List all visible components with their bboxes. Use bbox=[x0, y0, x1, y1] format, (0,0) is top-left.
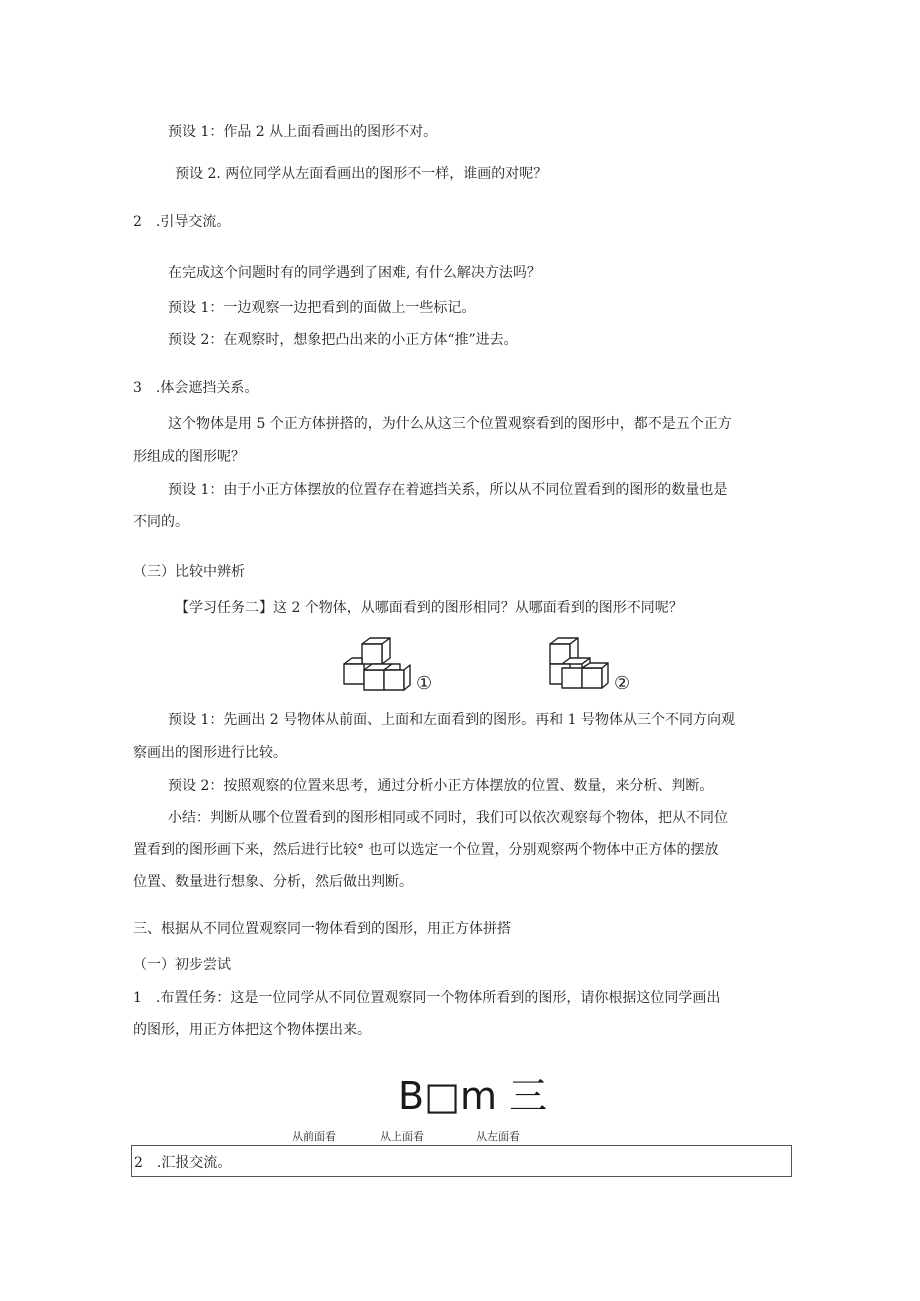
text-line-11: 不同的。 bbox=[133, 514, 189, 530]
part-3-heading: 三、根据从不同位置观察同一物体看到的图形，用正方体拼搭 bbox=[133, 921, 511, 937]
summary-line-2: 置看到的图形画下来，然后进行比较° 也可以选定一个位置，分别观察两个物体中正方体的摆放 bbox=[133, 842, 719, 858]
figure-label-1: ① bbox=[416, 673, 433, 694]
text-line-2: 预设 2. 两位同学从左面看画出的图形不一样，谁画的对呢？ bbox=[175, 166, 548, 182]
view-drawings-garbled: B□m 三 bbox=[398, 1074, 548, 1118]
text-line-8: 这个物体是用 5 个正方体拼搭的，为什么从这三个位置观察看到的图形中，都不是五个正方 bbox=[168, 416, 732, 432]
text-line-1: 预设 1：作品 2 从上面看画出的图形不对。 bbox=[168, 124, 438, 140]
text-line-9: 形组成的图形呢？ bbox=[133, 449, 245, 465]
report-box-text: 2 .汇报交流。 bbox=[134, 1155, 232, 1171]
task-2-line: 【学习任务二】这 2 个物体，从哪面看到的图形相同？从哪面看到的图形不同呢？ bbox=[175, 600, 683, 616]
task-line-1: 1 .布置任务：这是一位同学从不同位置观察同一个物体所看到的图形，请你根据这位同学画出 bbox=[133, 990, 721, 1006]
summary-line-1: 小结：判断从哪个位置看到的图形相同或不同时，我们可以依次观察每个物体，把从不同位 bbox=[168, 810, 728, 826]
subsection-heading-1: （一）初步尝试 bbox=[133, 957, 231, 973]
text-line-15: 察画出的图形进行比较。 bbox=[133, 745, 287, 761]
report-box bbox=[131, 1145, 792, 1177]
caption-top-view: 从上面看 bbox=[380, 1130, 424, 1143]
subsection-heading-3: （三）比较中辨析 bbox=[133, 564, 245, 580]
text-line-14: 预设 1：先画出 2 号物体从前面、上面和左面看到的图形。再和 1 号物体从三个不同方向观 bbox=[168, 712, 735, 728]
text-line-6: 预设 2：在观察时，想象把凸出来的小正方体“推”进去。 bbox=[168, 332, 518, 348]
text-line-16: 预设 2：按照观察的位置来思考，通过分析小正方体摆放的位置、数量，来分析、判断。 bbox=[168, 778, 714, 794]
text-line-5: 预设 1：一边观察一边把看到的面做上一些标记。 bbox=[168, 300, 476, 316]
caption-front-view: 从前面看 bbox=[292, 1130, 336, 1143]
figure-label-2: ② bbox=[614, 673, 631, 694]
section-3-heading: 3 .体会遮挡关系。 bbox=[133, 380, 259, 396]
text-line-10: 预设 1：由于小正方体摆放的位置存在着遮挡关系，所以从不同位置看到的图形的数量也是 bbox=[168, 482, 728, 498]
text-line-4: 在完成这个问题时有的同学遇到了困难, 有什么解决方法吗？ bbox=[168, 265, 541, 281]
task-line-2: 的图形，用正方体把这个物体摆出来。 bbox=[133, 1022, 371, 1038]
summary-line-3: 位置、数量进行想象、分析，然后做出判断。 bbox=[133, 874, 413, 890]
section-2-heading: 2 .引导交流。 bbox=[133, 214, 231, 230]
caption-left-view: 从左面看 bbox=[476, 1130, 520, 1143]
